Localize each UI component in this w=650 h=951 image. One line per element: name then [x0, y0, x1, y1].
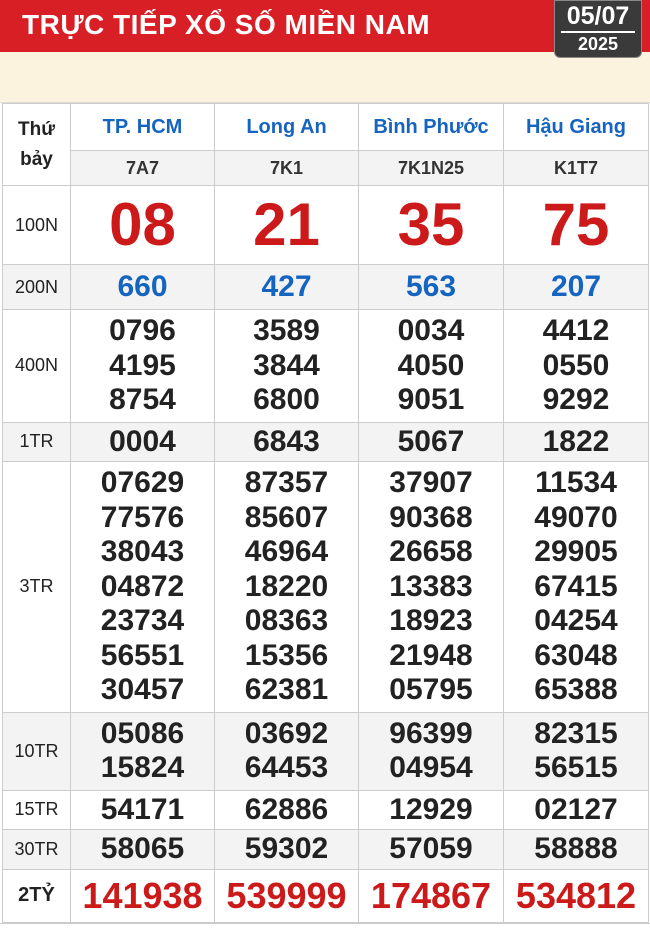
- prize-cell: [504, 265, 649, 310]
- winning-number: 90368: [389, 500, 473, 534]
- date-year: 2025: [577, 34, 619, 54]
- winning-number: 77576: [100, 500, 185, 534]
- date-day: 05/07: [566, 2, 630, 30]
- prize-row: [3, 422, 649, 462]
- winning-number: 207: [550, 270, 602, 303]
- prize-cell: [504, 790, 649, 830]
- province-name[interactable]: Hậu Giang: [504, 104, 649, 151]
- prize-label: 400N: [3, 310, 71, 423]
- winning-number: 18923: [389, 604, 473, 637]
- winning-number: 05795: [389, 673, 473, 706]
- date-badge: [554, 0, 642, 58]
- winning-number: 85607: [244, 500, 329, 534]
- winning-number: 04254: [534, 604, 618, 637]
- prize-row: [3, 310, 649, 423]
- prize-cell: [504, 712, 649, 790]
- prize-cell: [504, 422, 649, 462]
- winning-number: 660: [117, 270, 168, 303]
- prize-cell: [71, 265, 215, 310]
- winning-number: 46964: [244, 535, 329, 568]
- winning-number: 11534: [535, 466, 617, 499]
- winning-number: 15356: [244, 638, 329, 672]
- winning-number: 04872: [100, 569, 185, 603]
- prize-label: 30TR: [3, 830, 71, 870]
- day-label-line1: Thứ: [18, 118, 55, 140]
- prize-row: [3, 830, 649, 870]
- winning-number: 62886: [244, 792, 329, 826]
- winning-number: 13383: [389, 569, 473, 603]
- winning-number: 64453: [244, 751, 329, 784]
- province-name[interactable]: Long An: [215, 104, 359, 151]
- prize-cell: [215, 869, 359, 922]
- winning-number: 62381: [244, 673, 329, 706]
- prize-cell: [359, 186, 504, 265]
- winning-number: 3589: [253, 314, 320, 347]
- prize-cell: [71, 869, 215, 922]
- winning-number: 08: [109, 191, 176, 258]
- winning-number: 6800: [253, 383, 320, 416]
- winning-number: 4050: [397, 348, 465, 382]
- winning-number: 37907: [389, 466, 473, 499]
- prize-cell: [504, 462, 649, 713]
- winning-number: 0550: [542, 348, 610, 382]
- prize-cell: [215, 310, 359, 423]
- prize-cell: [359, 712, 504, 790]
- winning-number: 04954: [389, 751, 473, 784]
- prize-label: 2TỶ: [3, 869, 71, 922]
- prize-label: 200N: [3, 265, 71, 310]
- winning-number: 0004: [109, 424, 176, 458]
- winning-number: 82315: [534, 716, 618, 750]
- prize-cell: [71, 790, 215, 830]
- winning-number: 65388: [534, 673, 618, 706]
- winning-number: 03692: [244, 716, 329, 750]
- winning-number: 0796: [109, 314, 176, 347]
- prize-cell: [71, 186, 215, 265]
- winning-number: 3844: [253, 348, 320, 382]
- winning-number: 12929: [389, 792, 473, 826]
- winning-number: 5067: [397, 424, 465, 458]
- results-table: [2, 103, 649, 923]
- winning-number: 26658: [389, 535, 473, 568]
- winning-number: 563: [405, 270, 457, 303]
- province-code: K1T7: [504, 151, 649, 186]
- prize-cell: [71, 830, 215, 870]
- winning-number: 57059: [389, 832, 473, 865]
- province-name[interactable]: Bình Phước: [359, 104, 504, 151]
- winning-number: 07629: [100, 466, 185, 499]
- day-label-line2: bảy: [20, 148, 53, 170]
- prize-cell: [215, 790, 359, 830]
- prize-label: 3TR: [3, 462, 71, 713]
- winning-number: 141938: [82, 874, 203, 916]
- prize-cell: [71, 422, 215, 462]
- winning-number: 63048: [534, 638, 618, 672]
- prize-cell: [359, 310, 504, 423]
- day-cell: [3, 104, 71, 186]
- province-name[interactable]: TP. HCM: [71, 104, 215, 151]
- winning-number: 174867: [370, 874, 492, 916]
- prize-cell: [71, 462, 215, 713]
- info-band: [0, 52, 650, 103]
- winning-number: 8754: [109, 383, 176, 416]
- province-row: [3, 104, 649, 151]
- prize-row: [3, 265, 649, 310]
- winning-number: 02127: [534, 792, 618, 826]
- prize-row: [3, 790, 649, 830]
- winning-number: 58888: [534, 832, 618, 865]
- prize-label: 1TR: [3, 422, 71, 462]
- prize-row: [3, 869, 649, 922]
- prize-cell: [215, 186, 359, 265]
- winning-number: 18220: [244, 569, 329, 603]
- province-code: 7A7: [71, 151, 215, 186]
- prize-row: [3, 186, 649, 265]
- header-bar: [0, 0, 650, 52]
- prize-cell: [215, 830, 359, 870]
- prize-cell: [359, 869, 504, 922]
- prize-cell: [359, 830, 504, 870]
- winning-number: 539999: [226, 874, 347, 916]
- winning-number: 58065: [100, 832, 185, 865]
- winning-number: 6843: [253, 424, 320, 458]
- footer-divider: [0, 923, 650, 934]
- winning-number: 56515: [534, 751, 618, 784]
- winning-number: 49070: [534, 500, 618, 534]
- code-row: [3, 151, 649, 186]
- winning-number: 67415: [534, 569, 618, 603]
- prize-cell: [504, 830, 649, 870]
- winning-number: 21948: [389, 638, 473, 672]
- winning-number: 75: [542, 191, 610, 258]
- winning-number: 56551: [100, 638, 185, 672]
- prize-label: 15TR: [3, 790, 71, 830]
- prize-cell: [359, 422, 504, 462]
- winning-number: 21: [253, 191, 320, 258]
- prize-cell: [504, 310, 649, 423]
- winning-number: 08363: [244, 604, 329, 637]
- winning-number: 35: [397, 191, 465, 258]
- winning-number: 30457: [100, 673, 185, 706]
- prize-cell: [504, 869, 649, 922]
- prize-cell: [71, 712, 215, 790]
- province-code: 7K1N25: [359, 151, 504, 186]
- prize-cell: [71, 310, 215, 423]
- winning-number: 38043: [100, 535, 185, 568]
- prize-label: 10TR: [3, 712, 71, 790]
- prize-cell: [504, 186, 649, 265]
- winning-number: 29905: [534, 535, 618, 568]
- winning-number: 427: [261, 270, 312, 303]
- winning-number: 54171: [100, 792, 185, 826]
- prize-cell: [359, 790, 504, 830]
- prize-label: 100N: [3, 186, 71, 265]
- prize-cell: [215, 265, 359, 310]
- winning-number: 534812: [515, 874, 637, 916]
- prize-cell: [359, 265, 504, 310]
- prize-cell: [215, 462, 359, 713]
- winning-number: 9292: [542, 383, 610, 416]
- winning-number: 9051: [397, 383, 465, 416]
- prize-row: [3, 462, 649, 713]
- winning-number: 1822: [542, 424, 610, 458]
- page-title: TRỰC TIẾP XỔ SỐ MIỀN NAM: [22, 9, 431, 40]
- prize-cell: [359, 462, 504, 713]
- winning-number: 96399: [389, 716, 473, 750]
- winning-number: 05086: [100, 716, 185, 750]
- winning-number: 59302: [244, 832, 329, 865]
- prize-row: [3, 712, 649, 790]
- prize-cell: [215, 712, 359, 790]
- prize-cell: [215, 422, 359, 462]
- winning-number: 23734: [100, 604, 185, 637]
- winning-number: 4412: [542, 314, 610, 347]
- province-code: 7K1: [215, 151, 359, 186]
- winning-number: 4195: [109, 348, 176, 382]
- winning-number: 0034: [397, 314, 465, 347]
- winning-number: 15824: [100, 751, 185, 784]
- winning-number: 87357: [244, 466, 329, 499]
